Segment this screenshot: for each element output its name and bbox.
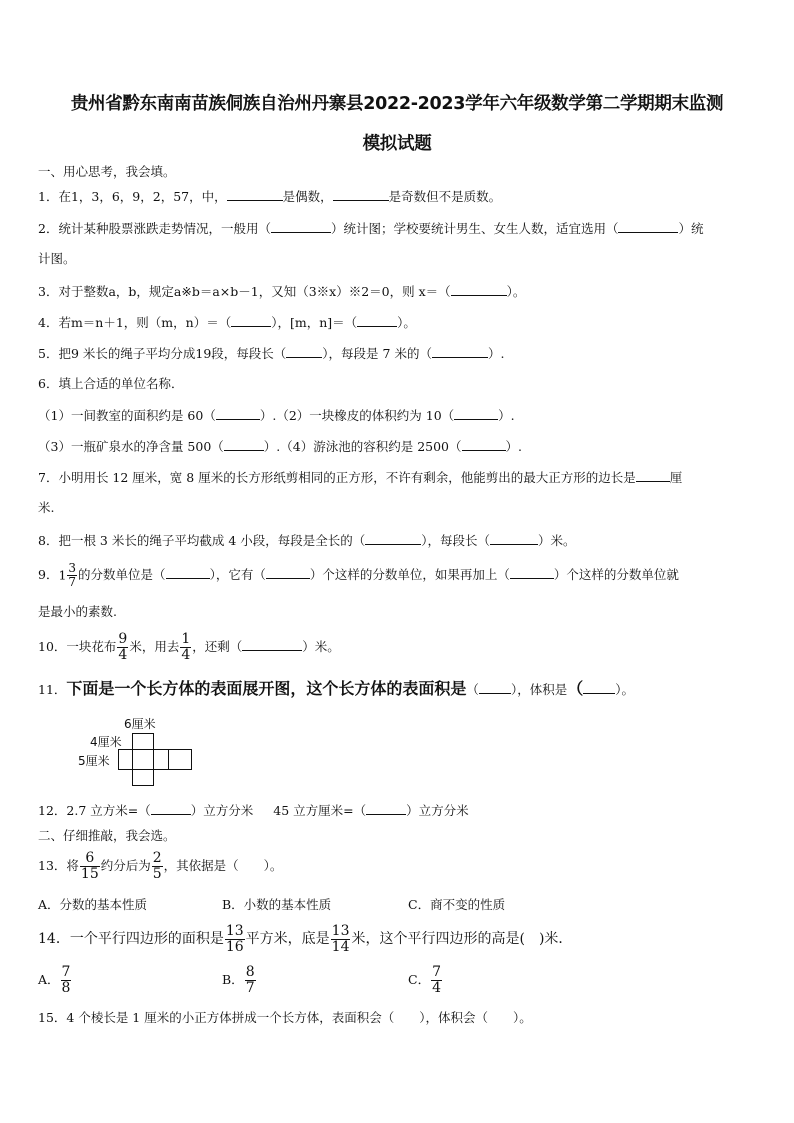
question-6-part-1: （1）一间教室的面积约是 60（ ）.（2）一块橡皮的体积约为 10（ ）. (38, 408, 515, 423)
fraction: $\frac{7}{8}$ (61, 964, 71, 996)
question-6-part-2: （3）一瓶矿泉水的净含量 500（ ）.（4）游泳池的容积约是 2500（ ）. (38, 439, 522, 454)
net-face (118, 749, 133, 770)
answer-blank[interactable] (510, 566, 554, 579)
net-face (153, 749, 169, 770)
net-face (168, 749, 192, 770)
fraction: $\frac{13}{14}$ (331, 922, 350, 955)
answer-blank[interactable] (286, 345, 322, 358)
option-a[interactable]: A． $\frac{7}{8}$ (38, 964, 71, 996)
fraction: $\frac{9}{4}$ (118, 631, 128, 663)
question-12: 12．2.7 立方米=（ ）立方分米 45 立方厘米=（ ）立方分米 (38, 803, 469, 818)
question-6: 6．填上合适的单位名称． (38, 376, 184, 391)
answer-blank[interactable] (462, 438, 506, 451)
question-2-cont: 计图。 (38, 251, 76, 266)
answer-blank[interactable] (583, 681, 615, 694)
fraction: $\frac{1}{4}$ (181, 631, 191, 663)
answer-blank[interactable] (227, 188, 283, 201)
option-c[interactable]: C．商不变的性质 (408, 897, 506, 912)
question-9-cont: 是最小的素数. (38, 604, 117, 619)
question-7: 7．小明用长 12 厘米，宽 8 厘米的长方形纸剪相同的正方形，不许有剩余，他能剪出的最大正方形的边长是 厘 (38, 470, 683, 485)
question-10: 10．一块花布 $\frac{9}{4}$ 米，用去 $\frac{1}{4}$ ，还剩（ ）米。 (38, 631, 340, 663)
fraction: $\frac{3}{7}$ (68, 561, 77, 590)
fraction: $\frac{13}{16}$ (225, 922, 244, 955)
mixed-number: 1 $\frac{3}{7}$ (58, 561, 77, 590)
section-1-heading: 一、用心思考，我会填。 (38, 164, 176, 179)
net-height-label: 5厘米 (78, 754, 110, 768)
answer-blank[interactable] (365, 532, 421, 545)
document-title-line1: 贵州省黔东南南苗族侗族自治州丹寨县2022-2023学年六年级数学第二学期期末监测 (70, 94, 724, 114)
question-9: 9．1 $\frac{3}{7}$ 的分数单位是（ ），它有（ ）个这样的分数单位，如果再加上（ ）个这样的分数单位就 (38, 561, 679, 590)
net-face (132, 733, 154, 750)
answer-blank[interactable] (618, 220, 678, 233)
answer-blank[interactable] (636, 469, 670, 482)
answer-blank[interactable] (166, 566, 210, 579)
option-c[interactable]: C． $\frac{7}{4}$ (408, 964, 441, 996)
net-width-label: 4厘米 (90, 735, 122, 749)
option-b[interactable]: B． $\frac{8}{7}$ (222, 964, 255, 996)
question-15: 15．4 个棱长是 1 厘米的小正方体拼成一个长方体，表面积会（ ），体积会（ ）。 (38, 1010, 532, 1025)
net-face (132, 769, 154, 786)
answer-blank[interactable] (224, 438, 264, 451)
answer-blank[interactable] (266, 566, 310, 579)
answer-blank[interactable] (271, 220, 331, 233)
answer-blank[interactable] (432, 345, 488, 358)
answer-blank[interactable] (333, 188, 389, 201)
section-2-heading: 二、仔细推敲，我会选。 (38, 828, 176, 843)
answer-blank[interactable] (231, 314, 271, 327)
answer-blank[interactable] (357, 314, 397, 327)
question-2: 2．统计某种股票涨跌走势情况，一般用（ ）统计图；学校要统计男生、女生人数，适宜选用（ ）统 (38, 221, 704, 236)
answer-blank[interactable] (151, 802, 191, 815)
answer-blank[interactable] (454, 407, 498, 420)
net-length-label: 6厘米 (124, 717, 156, 731)
answer-blank[interactable] (451, 283, 507, 296)
question-7-cont: 米. (38, 500, 55, 515)
answer-blank[interactable] (479, 681, 511, 694)
fraction: $\frac{7}{4}$ (432, 964, 441, 996)
question-13: 13．将 $\frac{6}{15}$ 约分后为 $\frac{2}{5}$ ，其依据是（ ）。 (38, 850, 283, 882)
question-11: 11．下面是一个长方体的表面展开图，这个长方体的表面积是（ ），体积是（ ）。 (38, 679, 634, 698)
option-b[interactable]: B．小数的基本性质 (222, 897, 332, 912)
fraction: $\frac{6}{15}$ (80, 850, 99, 882)
question-4: 4．若m＝n＋1，则（m，n）＝（ ），[m，n]＝（ ）。 (38, 315, 416, 330)
answer-blank[interactable] (490, 532, 538, 545)
question-3: 3．对于整数a，b，规定a※b＝a×b－1，又知（3※x）※2＝0，则 x＝（ ）。 (38, 284, 526, 299)
question-5: 5．把9 米长的绳子平均分成19段，每段长（ ），每段是 7 米的（ ）. (38, 346, 505, 361)
answer-blank[interactable] (242, 638, 302, 651)
option-a[interactable]: A．分数的基本性质 (38, 897, 148, 912)
fraction: $\frac{2}{5}$ (152, 850, 162, 882)
answer-blank[interactable] (366, 802, 406, 815)
document-title-line2: 模拟试题 (362, 134, 432, 154)
net-face (132, 749, 154, 770)
question-8: 8．把一根 3 米长的绳子平均截成 4 小段，每段是全长的（ ），每段长（ ）米。 (38, 533, 576, 548)
fraction: $\frac{8}{7}$ (245, 964, 255, 996)
answer-blank[interactable] (216, 407, 260, 420)
question-1: 1．在1，3，6，9，2，57，中， 是偶数， 是奇数但不是质数。 (38, 189, 502, 204)
question-14: 14．一个平行四边形的面积是 $\frac{13}{16}$ 平方米，底是 $\frac{13}{14}$ 米，这个平行四边形的高是( )米． (38, 922, 573, 955)
